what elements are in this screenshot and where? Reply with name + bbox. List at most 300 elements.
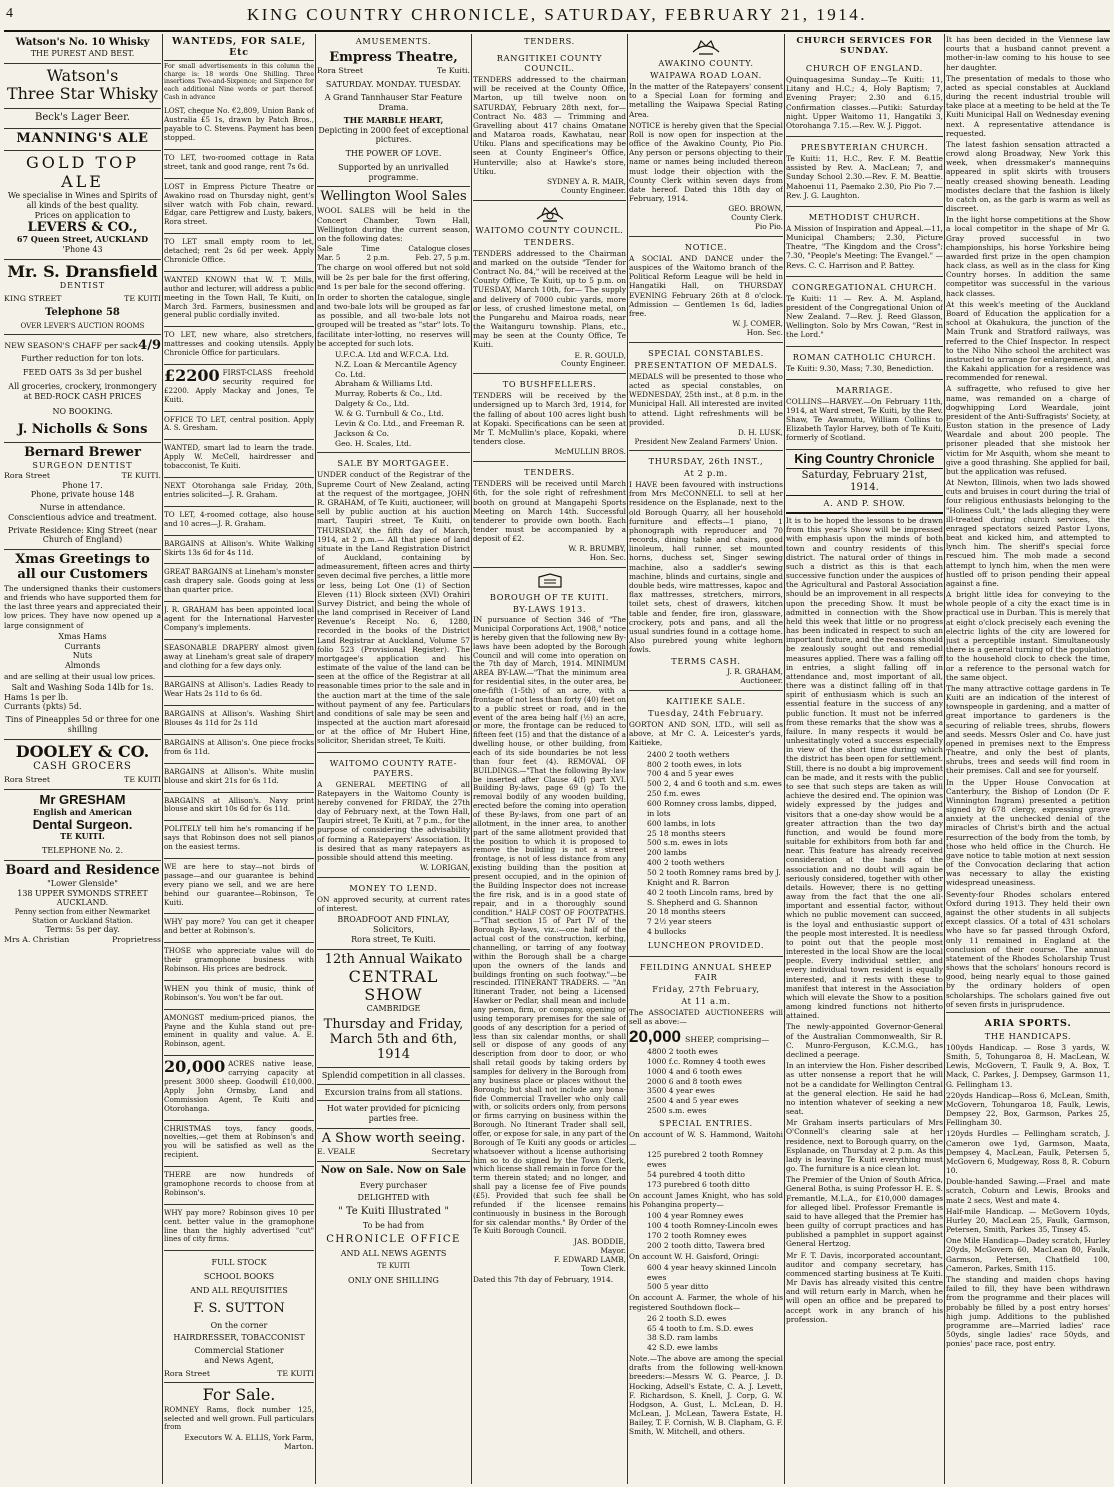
rangitikei-tender bbox=[473, 48, 626, 201]
advertiser-name: Bernard Brewer bbox=[24, 445, 141, 461]
stock-line: 500 s.m. ewes in lots bbox=[647, 838, 728, 848]
column-rule bbox=[627, 34, 628, 1484]
borough-bylaws-notice bbox=[473, 568, 626, 1290]
stock-list bbox=[629, 1047, 783, 1116]
advertiser-name: F. S. SUTTON bbox=[193, 1300, 285, 1316]
notice-signature-role: President New Zealand Farmers' Union. bbox=[634, 437, 778, 446]
church-name: ROMAN CATHOLIC CHURCH. bbox=[792, 351, 937, 362]
ad-text: CHRONICLE OFFICE bbox=[326, 1233, 461, 1245]
classified-text: GREAT BARGAINS at Lineham's monster cash drapery sale. Goods going at less than quarter price. bbox=[164, 567, 314, 595]
handicap-entry: Half-mile Handicap. — McGovern 10yds, Hurley 20, MacLean 25, Faulk, Garmson, Petersen, Smith, Parkes 35, Tinsey 45. bbox=[946, 1206, 1110, 1235]
borough-crest-icon bbox=[533, 572, 567, 590]
table-cell: Mar. 5 bbox=[317, 252, 341, 262]
stock-line: 250 f.m. ewes bbox=[647, 789, 701, 799]
stock-line: 200 2 tooth ditto, Tawera bred bbox=[647, 1240, 765, 1250]
classified-text: OFFICE TO LET, central position. Apply A. S. Gresham. bbox=[164, 414, 314, 433]
notice-signature-place: Pio Pio. bbox=[754, 221, 783, 231]
secretary-name: E. VEALE bbox=[317, 1146, 356, 1156]
notice-heading: SALE BY MORTGAGEE. bbox=[337, 458, 450, 469]
notice-text: Note.—The above are among the special drafts from the following well-known breeders:—Messrs W. G. Pearce, J. D. Hocking, Adsell's Estate, C. A. J. Levett, F. Richardson, S. Knell, J. Corp, G. W. Hodgson, A. Gust, L. McLean, D. H. McLean, J. McLean, Tawera Estate, H. Bailey, T. F. Cornish, W. B. Clapham, G. F. Smith, W. Mitchell, and others. bbox=[629, 1354, 783, 1437]
notice-signature-role: Town Clerk. bbox=[581, 1263, 626, 1273]
show-days: SATURDAY. MONDAY. TUESDAY. bbox=[325, 79, 462, 89]
ad-text: Depicting in 2000 feet of exceptional pictures. bbox=[318, 125, 469, 145]
classified-ad bbox=[164, 943, 314, 981]
ad-text: Penny section from either Newmarket Station or Auckland Station. bbox=[14, 908, 151, 925]
ad-role: DENTIST bbox=[59, 281, 106, 291]
notice-heading: BOROUGH OF TE KUITI. bbox=[489, 592, 610, 603]
notice-subheading: TENDERS. bbox=[524, 236, 575, 247]
notice-signature: GEO. BROWN, bbox=[728, 204, 783, 214]
classified-text: ROMNEY Rams, flock number 125, selected and well grown. Full particulars from bbox=[164, 1404, 314, 1432]
sheep-count: 20,000 bbox=[629, 1027, 681, 1047]
advertiser-name: DOOLEY & CO. bbox=[15, 741, 150, 761]
table-header: Sale bbox=[317, 244, 333, 254]
notice-heading: KAITIEKE SALE. bbox=[666, 696, 746, 707]
column-rule bbox=[162, 34, 163, 1484]
marriage-notice bbox=[786, 380, 943, 450]
town: TE KUITI. bbox=[60, 831, 105, 842]
classified-ad bbox=[164, 327, 314, 365]
nicholls-chaff-ad bbox=[4, 335, 161, 443]
firm-name: Dalgety & Co., Ltd. bbox=[335, 399, 410, 409]
section-heading: TENDERS. bbox=[524, 36, 575, 46]
advertiser-signature: Executors W. A. ELLIS, York Farm, Marton. bbox=[184, 1433, 314, 1452]
notice-text: A SOCIAL AND DANCE under the auspices of the Waitomo branch of the Political Reform League will be held in Hangatiki Hall, on THURSDAY EVENING February 26th at 8 o'clock. Admission — Gentlemen 1s 6d, ladies free. bbox=[629, 253, 783, 318]
news-paragraph: Seventy-four Rhodes scholars entered Oxford during 1913. They held their own against the other students in all subjects except classics. Of a total of 431 scholars who have so far passed through Oxford, only 11 remained in England at the conclusion of their course. The annual statement of the Rhodes Scholarship Trust shows that the scholars' honours record is good, being nearly equal to those gained by the ordinary holders of open scholarships. The scholars gained five out of seven firsts in jurisprudence. bbox=[946, 889, 1110, 1009]
stock-line: 700 4 and 5 year ewes bbox=[647, 769, 734, 779]
film-title: THE POWER OF LOVE. bbox=[345, 149, 442, 159]
kaitieke-sale-notice bbox=[629, 691, 783, 957]
ad-text: AND ALL NEWS AGENTS bbox=[340, 1248, 447, 1258]
notice-text: IN pursuance of Section 346 of "The Municipal Corporations Act, 1908," notice is hereby given that the following new By-laws have been adopted by the Borough Council and will come into operation on the 7th day of March, 1914. MINIMUM AREA BY-LAW.—"That the minimum area for residential sites, in the outer area, be one-fifth (1-5th) of an acre, with a frontage of not less than forty (40) feet on to a public street or road, and in the event of the area being half (½) an acre, or more, the frontage can be reduced to fifteen feet (15) and that the distance of a dwelling house, or other building, from each of its side boundaries be not less than four feet (4). REMOVAL OF BUILDINGS.—"That the following By-law be inserted after Clause 4(f) part XVI. Building By-laws, page 69 (g) To the removal bodily of any wooden building, erected before the coming into operation of these By-laws, from one part of an allotment, in the inner area, to another part of the same allotment provided that the position to which it is proposed to remove the building is not a street frontage, is not of less distance from any existing building than the position at present occupied, and in the opinion of the Building Inspector does not increase the fire risk, and is in a good state of repair, and in a thoroughly sound condition." HALF COST OF FOOTPATHS.—"That section 15 of Part IV of the Borough By-laws, viz.:—one half of the actual cost of the construction, kerbing, channelling, or tarring of any footway within the Borough shall be a charge upon the owners of the lands and buildings fronting on such footway."—be rescinded. ITINERANT TRADERS. — "An Itinerant Trader, not being a Licensed Hawker or Pedlar, shall mean and include any person, firm, or company, opening or using temporary premises for the sale of goods of any description for a period of less than six calendar months, or shall sell or dispose of any goods of any description from door to door, or who shall retail goods by taking orders by samples for delivery in the Borough from any business place or places without the Borough; but shall not include any bona-fide Commercial Traveller who only call with, or solicits orders only, from persons or firms carrying on business within the Borough. No Itinerant Trader shall sell, offer, or expose for sale, in any part of the Borough of Te Kuiti any goods or articles whatsoever without a license authorising him so to do signed by the Town Clerk, which license shall remain in force for the term therein stated; and no longer, and shall pay a license fee of Five pounds (£5). Provided that such fee shall be refunded if the licensee remains continuously in business in the Borough for six calendar months." By Order of the Te Kuiti Borough Council. bbox=[473, 615, 626, 1236]
notice-text: TENDERS addressed to the Chairman and marked on the outside "Tender for Contract No. 84," will be received at the County Office, Te Kuiti, up to 5 p.m. on TUESDAY, March 10th, for— The supply and delivery of 7000 cubic yards, more or less, of crushed limestone metal, on the Pungarehu and Mairoa roads, near the Waitanguru township. Plans, etc., may be seen at the County Office, Te Kuiti. bbox=[473, 248, 626, 350]
ad-text: NEW SEASON'S CHAFF bbox=[4, 341, 102, 351]
ad-headline: Three Star Whisky bbox=[6, 84, 159, 104]
ad-price: Terms: 5s per day. bbox=[45, 924, 120, 934]
te-kuiti-illustrated-ad bbox=[317, 1162, 470, 1290]
ad-text: Hot water provided for picnicing parties free. bbox=[317, 1100, 470, 1124]
stock-line: 800 2 tooth ewes, in lots bbox=[647, 759, 742, 769]
notice-signature-role: Mayor. bbox=[600, 1246, 626, 1256]
ad-headline: MANNING'S ALE bbox=[16, 130, 149, 146]
editorial-paragraph: It is to be hoped the lessons to be drawn from this year's Show will be impressed with emphasis upon the minds of both town and country residents of this district. The natural order of things in such a district as this is that each successive function under the auspices of the Agricultural and Pastoral Association should be an improvement in all respects upon the preceding Show. It must be admitted in connection with the Show held this week that little or no progress has been indicated in respect to such an important fixture, and the reasons should be zealously sought out and remedial measures applied. There was a falling off in entries, a slight falling off in attendance and, most important of all, there was a distinct falling off in that spirit of enthusiasm which is such an essential feature in the success of any public function. It must not be inferred from these remarks that the show was a failure. In many respects it would be unhesitatingly voted a success especially in view of the short time during which the district has been open for settlement. Still, there is no doubt a big improvement can be made, and it rests with the public to see that such steps are taken as will achieve the desired end. The opinion was widely expressed by the judges and visitors that a one-day show would be a greater attraction than the two day function, and would be found more suitable for exhibitors from both far and near. This feature has already received consideration at the hands of the association and no doubt will again be seriously considered, together with other details. However, there is no getting away from the fact that the one all-important and essential factor, without which no public movement can succeed, is the loyal and enthusiastic support of the people most interested. It is needless to point out that the people most interested in the local Show are the local people. Every individual settler, and every individual town resident is equally interested, and it rests with these to manifest that interest in the Association which will elevate the Show to a position among kindred functions not hitherto attained. bbox=[786, 516, 943, 1021]
notice-heading: WAITOMO COUNTY RATE-PAYERS. bbox=[329, 757, 458, 778]
notice-text: On account A. Farmer, the whole of his registered Southdown flock— bbox=[629, 1293, 783, 1312]
ad-text: WOOL SALES will be held in the Concert Chamber, Town Hall, Wellington during the current season, on the following dates: bbox=[317, 206, 470, 243]
ad-headline: For Sale. bbox=[202, 1385, 276, 1405]
becks-lager-ad bbox=[4, 109, 161, 129]
town: Te Kuiti. bbox=[437, 65, 470, 75]
ad-text: A Grand Tannhauser Star Feature Drama. bbox=[324, 93, 463, 113]
street: Rora Street bbox=[4, 470, 50, 480]
newspaper-title: KING COUNTRY CHRONICLE, SATURDAY, FEBRUARY 21, 1914. bbox=[247, 5, 867, 24]
coat-of-arms-icon bbox=[533, 205, 567, 223]
notice-text: TENDERS will be received by the undersigned up to March 3rd, 1914, for the falling of about 100 acres light bush at Kopaki. Specifications can be seen at Mr T. McMullin's place, Kopaki, where tenders close. bbox=[473, 391, 626, 447]
classified-ad bbox=[164, 677, 314, 706]
stock-line: 200 lambs bbox=[647, 848, 687, 858]
column-rule bbox=[784, 34, 785, 1484]
notice-heading: FEILDING ANNUAL SHEEP FAIR bbox=[639, 961, 773, 982]
mortgagee-sale bbox=[317, 453, 470, 752]
film-title: THE MARBLE HEART, bbox=[343, 114, 444, 125]
classified-text: BARGAINS at Allison's. Ladies Ready to Wear Hats 2s 11d to 6s 6d. bbox=[164, 680, 314, 699]
town: TE KUITI bbox=[124, 294, 161, 304]
table-header: Catalogue closes bbox=[408, 244, 470, 254]
classified-text: WHY pay more? You can get it cheaper and better at Robinson's. bbox=[164, 917, 314, 936]
notice-heading: WAITOMO COUNTY COUNCIL. bbox=[475, 224, 624, 235]
notice-heading: THURSDAY, 26th INST., bbox=[648, 456, 764, 467]
stock-line: 1000 f.c. Romney 4 tooth ewes bbox=[647, 1056, 766, 1066]
board-residence-ad bbox=[4, 861, 161, 948]
town: TE KUITI bbox=[124, 775, 161, 785]
advertiser-name: BROADFOOT AND FINLAY, bbox=[337, 915, 450, 925]
freehold-ad bbox=[164, 365, 314, 412]
editorial-date: Saturday, February 21st, 1914. bbox=[786, 468, 943, 496]
stock-line: 38 S.D. ram lambs bbox=[647, 1333, 718, 1343]
ad-text: Excursion trains from all stations. bbox=[317, 1084, 470, 1098]
notice-signature: E. R. GOULD, bbox=[574, 350, 626, 360]
classified-ad bbox=[164, 706, 314, 735]
notice-text: TENDERS addressed to the chairman will be received at the County Office, Marton, up till twelve noon on SATURDAY, February 28th next, for— Contract No. 483 — Trimming and Gravelling about 417 chains Omatane and Mataroa roads, Kawhatau, near Utiku. Plans and specifications may be seen at County Engineer's Office, Hunterville; also at Hawke's store, Utiku. bbox=[473, 75, 626, 176]
ad-text: Supported by an unrivalled programme. bbox=[338, 162, 449, 182]
stock-line: 4 bullocks bbox=[647, 927, 687, 937]
street: Rora Street bbox=[4, 775, 50, 785]
ad-price: Salt and Washing Soda 14lb for 1s. bbox=[11, 682, 154, 692]
classified-ad bbox=[164, 440, 314, 478]
classified-ad bbox=[164, 764, 314, 793]
stock-line: 4800 2 tooth ewes bbox=[647, 1047, 718, 1056]
handicap-entry: 220yds Handicap—Ross 6, McLean, Smith, McGovern, Tohungaroa 18, Faulk, Lewis, Dempsey 22, Box, Garmson, Parkes 25, Fellingham 30. bbox=[946, 1090, 1110, 1128]
handicap-entry: The standing and maiden chops having failed to fill, they have been withdrawn from the programme and their places will probably be filled by a post entry horses' high jump. Additions to the published programme are—Married ladies' race 50yds, single ladies' race 50yds, and ponies' pace race, post entry. bbox=[946, 1275, 1110, 1349]
news-paragraph: In the light horse competitions at the Show a local competitor in the shape of Mr G. Gray proved successful in two championships, his horse Yorkshire being awarded first prize in the open champion hack class, as well as in the class for King Country horses. In addition the same competitor was successful in the various hack classes. bbox=[946, 215, 1110, 298]
notice-text: On account of W. S. Hammond, Waitohi— bbox=[629, 1130, 783, 1149]
notice-text: I HAVE been favoured with instructions from Mrs McCONNELL to sell at her residence on the Esplanade, next to the old Borough Quarry, all her household furniture and effects—1 piano, 1 phonograph with reproducer and 70 records, dining table and chairs, good linoleum, hall runner, set mounted horns, duchess set, Singer sewing machine, also a saddler's sewing machine, blinds and curtains, single and double beds, wire mattresses, kapoc and flax mattresses, stretchers, mirrors, toilet sets, chest of drawers, kitchen table and fender, fire iron, glassware, crockery, pots and pans, and all the usual sundries found in a cottage home. Also purebred young white leghorn fowls. bbox=[629, 480, 783, 655]
ad-role: CASH GROCERS bbox=[33, 761, 132, 773]
notice-signature-role: Hon. Sec. bbox=[746, 327, 783, 337]
street: Rora Street bbox=[164, 1368, 210, 1378]
social-dance-notice bbox=[629, 237, 783, 343]
acres-ad bbox=[164, 1056, 314, 1120]
notice-subheading: WAIPAWA ROAD LOAN. bbox=[650, 70, 762, 80]
ad-role: Dental Surgeon. bbox=[32, 816, 133, 832]
notice-signature: D. H. LUSK, bbox=[737, 427, 783, 437]
stock-line: 65 4 tooth to f.m. S.D. ewes bbox=[647, 1323, 754, 1333]
ad-item: Xmas Hams bbox=[58, 631, 107, 641]
notice-date: Dated this 7th day of February, 1914. bbox=[473, 1274, 614, 1284]
ad-text: TE KUITI bbox=[376, 1261, 411, 1270]
stock-line: 26 2 tooth S.D. ewes bbox=[647, 1313, 727, 1323]
advertiser-phone: TELEPHONE No. 2. bbox=[41, 846, 124, 856]
notice-text: ON approved security, at current rates of interest. bbox=[317, 895, 470, 914]
ad-text: AND ALL REQUISITIES bbox=[190, 1285, 288, 1295]
address-row bbox=[317, 66, 470, 76]
firm-name: N.Z. Loan & Mercantile Agency Co. Ltd. bbox=[335, 359, 457, 379]
notice-signature-role: Auctioneer. bbox=[740, 676, 783, 686]
notice-subheading: BY-LAWS 1913. bbox=[512, 604, 587, 615]
table-cell: 2 p.m. bbox=[366, 252, 390, 262]
classified-text: THERE are now hundreds of gramophone records to choose from at Robinson's. bbox=[164, 1170, 314, 1197]
ad-role: and News Agent, bbox=[204, 1355, 274, 1365]
notice-text: MEDALS will be presented to those who acted as special constables, on WEDNESDAY, 25th inst., at 8 p.m. in the Municipal Hall. All interested are invited to attend. Light refreshments will be provided. bbox=[629, 371, 783, 427]
advertiser-address: 138 UPPER SYMONDS STREET AUCKLAND. bbox=[17, 888, 148, 908]
classified-list bbox=[164, 412, 314, 1057]
ad-text: The undersigned thanks their customers and friends who have supported them for the last three years and appreciated their low prices. They have now opened up a large consignment of bbox=[4, 583, 161, 630]
classified-text: LOST, cheque No. €2,809, Union Bank of Australia £5 1s, drawn by Patch Bros., payable to C. Stevens. Payment has been stopped. bbox=[164, 106, 314, 143]
advertiser-name: LEVERS & CO., bbox=[27, 219, 138, 235]
rates-note: For small advertisements in this column the charge is: 18 words One Shilling. Three insertions Two-and-Sixpence; and Sixpence for each additional Nine words or part thereof. Cash in advance bbox=[164, 63, 314, 101]
notice-signature: W. J. COMER, bbox=[732, 319, 783, 329]
notice-text: NOTICE is hereby given that the Special Roll is now open for inspection at the office of the Awakino County, Pio Pio. Any person or persons objecting to their name or names being included thereon must lodge their objection with the County Clerk within seven days from date hereof. Dated this 18th day of February, 1914. bbox=[629, 120, 783, 204]
firm-name: Levin & Co. Ltd., and Freeman R. Jackson & Co. bbox=[335, 418, 465, 438]
classified-ad bbox=[164, 412, 314, 441]
dooley-grocers-ad bbox=[4, 740, 161, 790]
notice-terms: TERMS CASH. bbox=[671, 656, 741, 667]
stock-line: 40 2 tooth Lincoln rams, bred by S. Shepherd and G. Shannon bbox=[647, 887, 774, 907]
classified-text: WANTED KNOWN that W. T. Mills, author and lecturer, will address a public meeting in the Town Hall, Te Kuiti, on March 3rd. Farmers, businessmen and general public cordially invited. bbox=[164, 274, 314, 320]
publication-title: " Te Kuiti Illustrated " bbox=[338, 1206, 449, 1218]
classified-text: WANTED, smart lad to learn the trade. Apply W. McCell, hairdresser and tobacconist, Te Kuiti. bbox=[164, 443, 314, 471]
freehold-amount: £2200 bbox=[164, 366, 220, 386]
column-2-wanteds bbox=[164, 34, 314, 1484]
stock-line: 400 2 tooth wethers bbox=[647, 858, 725, 868]
ad-text: In order to shorten the catalogue, single and two-bale lots will be grouped as far as possible, and all two-bale lots not grouped will be treated as "star" lots. To facilitate inter-lotting, no reserves will be accepted for such lots. bbox=[317, 292, 470, 348]
notice-text: COLLINS—HARVEY.—On February 11th, 1914, at Ward street, Te Kuiti, by the Rev. Shaw, Te Awamutu, William Collins to Elizabeth Taylor Harvey, both of Te Kuiti, formerly of Scotland. bbox=[786, 396, 943, 443]
classified-ad bbox=[164, 1205, 314, 1252]
classified-text: BARGAINS at Allison's. One piece frocks from 6s 11d. bbox=[164, 737, 314, 756]
stock-line: 54 purebred 4 tooth ditto bbox=[647, 1170, 745, 1180]
ad-headline: Watson's No. 10 Whisky bbox=[15, 37, 150, 48]
street: Rora Street bbox=[317, 65, 363, 75]
notice-subheading: PRESENTATION OF MEDALS. bbox=[634, 359, 778, 370]
stock-line: 500 5 year ditto bbox=[647, 1282, 709, 1292]
ad-text: On the corner bbox=[210, 1320, 268, 1330]
notice-text: GORTON AND SON, LTD., will sell as above, at Mr C. A. Leicester's yards, Kaitieke, bbox=[629, 720, 783, 748]
classified-ad bbox=[164, 272, 314, 327]
classified-ad bbox=[164, 234, 314, 272]
table-cell: Feb. 27, 5 p.m. bbox=[415, 252, 470, 262]
stock-line: 1000 4 and 6 tooth ewes bbox=[647, 1066, 742, 1076]
classified-text: BARGAINS at Allison's. White muslin blouse and skirt 21s for 6s 11d. bbox=[164, 766, 314, 785]
show-dates: March 5th and 6th, 1914 bbox=[329, 1032, 458, 1062]
church-of-england bbox=[786, 58, 943, 137]
ad-text: OVER LEVER'S AUCTION ROOMS bbox=[20, 321, 145, 330]
notice-signature: JAS. BODDIE, bbox=[574, 1237, 626, 1247]
notice-heading: MARRIAGE. bbox=[835, 384, 894, 395]
xmas-greetings-ad bbox=[4, 550, 161, 740]
address-row bbox=[164, 1369, 314, 1379]
advertiser-phone: Phone, private house 148 bbox=[30, 490, 135, 500]
stock-list bbox=[629, 1150, 783, 1189]
ad-text: per sack bbox=[104, 341, 138, 351]
refreshment-booth-tender bbox=[473, 462, 626, 568]
classified-text: J. R. GRAHAM has been appointed local agent for the International Harvester Company's implements. bbox=[164, 605, 314, 632]
classified-ad bbox=[164, 735, 314, 764]
classified-ad bbox=[164, 1121, 314, 1168]
notice-text: UNDER conduct of the Registrar of the Supreme Court of New Zealand, acting at the request of the mortgagee, JOHN R. GRAHAM, of Te Kuiti, auctioneer, will sell by public auction at his auction mart, Taupiri street, Te Kuiti, on THURSDAY, the fifth day of March, 1914, at 2 p.m.— All that piece of land situate in the Land Registration District of Auckland, containing by admeasurement, fifteen acres and thirty seven decimal five perches, a little more or less, being Lot One (1) of Section Eleven (11) Block sixteen (XVI) Orahiri Survey District, and being the whole of the land comprised in Receiver of Land Revenue's Receipt No. 6, 1280, recorded in the books of the District Land Registrar at Auckland, Volume 57 folio 523 (Provisional Register). The mortgagee's application and his estimate of the value of the land can be seen at the office of the Registrar at all reasonable times prior to the sale and in the auction mart at the time of the sale without payment of any fee. Particulars and conditions of sale may be seen and inspected at the auction mart aforesaid or at the office of Mr Hubert Hine, solicitor, Sheridan street, Te Kuiti. bbox=[317, 470, 470, 746]
ad-text: All groceries, crockery, ironmongery at BED-ROCK CASH PRICES bbox=[8, 381, 157, 401]
notice-signature: W. R. BRUMBY, bbox=[568, 544, 626, 554]
notice-heading: RANGITIKEI COUNTY COUNCIL. bbox=[496, 53, 603, 73]
notice-text: TENDERS will be received until March 6th, for the sole right of refreshment booth on ground at Mangapehi Sports Meeting on March 14th. Successful tenderer to provide own booth. Each tender must be accompanied by a deposit of £2. bbox=[473, 479, 626, 544]
classified-ad bbox=[164, 1010, 314, 1057]
notice-heading: NOTICE. bbox=[684, 241, 728, 252]
handicap-entry: One Mile Handicap—Dadey scratch, Hurley 20yds, McGovern 60, MacLean 80, Faulk, Garmson, Petersen, Chatfield 100, Cameron, Parkes, Smith 115. bbox=[946, 1236, 1110, 1273]
classified-ad bbox=[164, 103, 314, 150]
acres-number: 20,000 bbox=[164, 1057, 226, 1077]
notice-text: A GENERAL MEETING of all Ratepayers in the Waitomo County is hereby convened for FRIDAY, the 27th day of February next, at the Town Hall, Taupiri street, Te Kuiti, at 7 p.m., for the purpose of considering the advisability of forming a Ratepayers' Association. It is desired that as many ratepayers as possible should attend this meeting. bbox=[317, 779, 470, 862]
handicap-list bbox=[946, 1043, 1110, 1349]
ad-price: Tins of Pineapples 5d or three for one shilling bbox=[5, 715, 160, 734]
town: TE KUITI bbox=[277, 1368, 314, 1378]
notice-signature-role: County Engineer. bbox=[561, 185, 626, 195]
sports-subheading: THE HANDICAPS. bbox=[984, 1030, 1072, 1041]
secretary-row bbox=[317, 1147, 470, 1157]
ad-headline: A Show worth seeing. bbox=[317, 1128, 470, 1147]
stock-line: 7 2½ year steers bbox=[647, 917, 712, 927]
watson-three-star-ad bbox=[4, 64, 161, 109]
ad-headline: Board and Residence bbox=[5, 862, 160, 878]
ad-price: Hams 1s per lb. bbox=[4, 692, 69, 702]
classified-ad bbox=[164, 914, 314, 943]
ad-headline: 12th Annual Waikato bbox=[324, 951, 463, 967]
classified-list bbox=[164, 1121, 314, 1252]
ad-text: SCHOOL BOOKS bbox=[203, 1272, 275, 1282]
classified-ad bbox=[164, 793, 314, 822]
waitomo-tender bbox=[473, 201, 626, 375]
advertiser-name: J. Nicholls & Sons bbox=[17, 422, 148, 438]
column-5-notices-sales bbox=[629, 34, 783, 1484]
news-paragraph: At Newton, Illinois, when two lads showed cuts and bruises in court during the trial of four religious enthusiasts belonging to the "Holiness Cult," the lads alleging they were ill-treated during church services, the enraged spectators seized Pastor Lyons, beat and kicked him, and attempted to lynch him. The sheriff's special force rescued him. The mob made a second attempt to lynch him, when the men were hustled off to prison pending their appeal against a fine. bbox=[946, 478, 1110, 588]
editorial-paragraph: The Premier of the Union of South Africa, General Botha, is suing Professor H. E. S. Fremantle, M.L.A., for £10,000 damages for alleged libel. Professor Fremantle is said to have alleged that the Premier has been guilty of corrupt practices and has published a pamphlet in support against General Hertzog. bbox=[786, 1175, 943, 1249]
column-rule bbox=[315, 34, 316, 1484]
ad-tagline: THE PUREST AND BEST. bbox=[30, 49, 135, 58]
sutton-ad bbox=[164, 1251, 314, 1383]
editorial-body bbox=[786, 516, 943, 1324]
show-days: Thursday and Friday, bbox=[323, 1017, 464, 1033]
stock-line: 2400 2 tooth wethers bbox=[647, 749, 730, 759]
classified-text: TO LET, two-roomed cottage in Rata street, tank and good range, rent 7s 6d. bbox=[164, 153, 314, 171]
news-paragraph: The presentation of medals to those who acted as special constables at Auckland during the recent industrial trouble will take place at a meeting to be held at the Te Kuiti Municipal Hall on Wednesday evening next. A representative attendance is requested. bbox=[946, 73, 1110, 138]
advertiser-address: 67 Queen Street, AUCKLAND bbox=[16, 234, 149, 245]
chaff-row bbox=[4, 338, 161, 354]
church-name: PRESBYTERIAN CHURCH. bbox=[800, 142, 929, 153]
classified-text: SEASONABLE DRAPERY almost given away at Lineham's great sale of drapery and clothing for a few days only. bbox=[164, 642, 314, 670]
presbyterian-church bbox=[786, 137, 943, 207]
newspaper-name: King Country Chronicle bbox=[794, 451, 935, 466]
stock-line: 100 4 tooth Romney-Lincoln ewes bbox=[647, 1221, 778, 1230]
classified-text: WHEN you think of music, think of Robinson's. You won't be far out. bbox=[164, 983, 314, 1002]
column-4-tenders bbox=[473, 34, 626, 1484]
notice-heading: TO BUSHFELLERS. bbox=[502, 379, 597, 390]
masthead bbox=[0, 0, 1114, 30]
news-paragraph: At this week's meeting of the Auckland Board of Education the application for a school at Okahukura, the junction of the Main Trunk and Stratford railways, was referred to the Chief Inspector. In respect to the Niho Niho school the architect was instructed to arrange for enlargement, and the Kakahi application for a residence was recommended for renewal. bbox=[946, 299, 1110, 383]
notice-text: The ASSOCIATED AUCTIONEERS will sell as above:— bbox=[629, 1007, 783, 1027]
column-rule bbox=[944, 34, 945, 1484]
notice-signature: McMULLIN BROS. bbox=[554, 447, 626, 457]
service-times: A Mission of Inspiration and Appeal.—11, Municipal Chambers; 2.30, Picture Theatre, "The Kingdom and the Cross"; 7.30, "People's Meeting: The Evangel." — Revs. C. C. Harrison and P. Battey. bbox=[786, 223, 943, 270]
advertiser-phone: Telephone 58 bbox=[45, 306, 120, 318]
news-paragraph: A bright little idea for conveying to the whole people of a city the exact time is in practical use in Durban. This is merely that at eight o'clock precisely each evening the electric lights of the city are lowered for just a perceptible instant. Simultaneously there is a general turning of the population to the household clock to check the time, or a reference to the personal watch for the same object. bbox=[946, 590, 1110, 682]
empress-theatre-ad bbox=[317, 48, 470, 187]
section-heading: CHURCH SERVICES FOR SUNDAY. bbox=[796, 36, 933, 56]
handicap-entry: 100yds Handicap. — Rose 3 yards, W. Smith, 5, Tohungaroa 8, H. MacLean, W. Lewis, McGovern, T. Faulk 9, A. Box, T. Mack, C. Parkes, J. Dempsey, Garmson 11, G. Fellingham 13. bbox=[946, 1042, 1110, 1089]
ad-role: Commercial Stationer bbox=[194, 1346, 284, 1356]
news-paragraph: The many attractive cottage gardens in Te Kuiti are an indication of the interest of townspeople in gardening, and a matter of great importance to gardeners is the securing of reliable trees, shrubs, flowers and seeds. Messrs Osler and Co. have just opened in premises next to the Empress Theatre, and only the best of plants, shrubs, trees and seeds will find room in their premises. Call and see for yourself. bbox=[946, 683, 1110, 776]
coat-of-arms-icon bbox=[689, 38, 723, 56]
ad-text: English and American bbox=[33, 806, 132, 817]
classified-text: TO LET small empty room to let, detached; rent 2s 6d per week. Apply Chronicle Office. bbox=[164, 237, 314, 265]
ad-text: NO BOOKING. bbox=[52, 407, 113, 417]
notice-text: On account James Knight, who has sold his Pohangina property— bbox=[629, 1190, 783, 1209]
chaff-price: 4/9 bbox=[138, 338, 161, 354]
table-header: Time bbox=[361, 244, 380, 254]
notice-text: On account W. H. Gaisford, Oringi: bbox=[629, 1251, 760, 1261]
church-name: CHURCH OF ENGLAND. bbox=[805, 63, 924, 73]
classified-text: AMONGST medium-priced pianos, the Payne and the Kuhla stand out pre-eminent in quality and value. A. E. Robinson, agent. bbox=[164, 1012, 314, 1049]
awakino-loan-notice bbox=[629, 34, 783, 237]
catholic-church bbox=[786, 347, 943, 380]
notice-subheading: Friday, 27th February, bbox=[652, 983, 760, 994]
classified-ad bbox=[164, 821, 314, 859]
ad-text: Nurse in attendance. bbox=[39, 503, 126, 513]
notice-text: In the matter of the Ratepayers' consent to a Special Loan for forming and metalling the Waipawa Special Rating Area. bbox=[629, 82, 783, 119]
news-paragraph: The latest fashion sensation attracted a crowd along Broadway, New York this week, when dressmaker's mannequins appeared in split skirts with trousers neatly creased showing beneath. Leading modistes declare that the fashion is likely to catch on, as the garb is warm as well as discreet. bbox=[946, 139, 1110, 214]
stock-line: 2500 s.m. ewes bbox=[647, 1106, 707, 1116]
stock-line: 170 2 tooth Romney ewes bbox=[647, 1230, 747, 1240]
column-1-advertisements bbox=[4, 34, 161, 1484]
handicap-entry: Double-handed Sawing.—Frael and mate scratch, Coburn and Lewis, Brooks and mate 2 secs, West and mate 4. bbox=[946, 1177, 1110, 1205]
ad-headline: Wellington Wool Sales bbox=[320, 189, 467, 205]
bushfellers-tender bbox=[473, 374, 626, 462]
classified-ad bbox=[164, 536, 314, 565]
congregational-church bbox=[786, 277, 943, 347]
advertiser-phone: 'Phone 43 bbox=[62, 245, 103, 255]
stock-line: 125 purebred 2 tooth Romney ewes bbox=[647, 1150, 764, 1170]
notice-subheading: At 11 a.m. bbox=[681, 995, 731, 1006]
firm-name: U.F.C.A. Ltd and W.F.C.A. Ltd. bbox=[335, 349, 449, 359]
editorial-masthead bbox=[786, 450, 943, 514]
stock-line: 25 18 months steers bbox=[647, 828, 726, 838]
classified-text: THOSE who appreciate value will do their gramophone business with Robinson. His prices are bedrock. bbox=[164, 946, 314, 973]
stock-line: 20 18 months steers bbox=[647, 907, 726, 917]
ad-item: Currants bbox=[64, 641, 101, 651]
news-paragraphs bbox=[946, 35, 1110, 1009]
feilding-sheep-fair-notice bbox=[629, 957, 783, 1443]
address-row bbox=[4, 775, 161, 785]
ad-text: Conscientious advice and treatment. bbox=[8, 512, 157, 522]
town: TE KUITI. bbox=[121, 470, 161, 480]
service-times: Te Kuiti: 9.30, Mass; 7.30, Benediction. bbox=[786, 363, 934, 373]
address-row bbox=[4, 471, 161, 481]
classified-ad bbox=[164, 1167, 314, 1205]
stock-list bbox=[629, 1211, 783, 1250]
stock-line: 100 4 year Romney ewes bbox=[647, 1211, 744, 1221]
classified-text: LOST in Empress Picture Theatre or Awakino road on Thursday night, gent's silver watch with Fob chain, reward. Edgar, care Pettigrew and Lusty, bakers, Rora street. bbox=[164, 181, 314, 227]
service-times: Te Kuiti: 11, H.C., Rev. F. M. Beattie assisted by Rev. A. MacLean; 7, and Sunday School 2.30.—Rev. F. M. Beattie. Mahoenui 11, Paemako 2.30, Pio Pio 7.—Rev. J. G. Laughton. bbox=[786, 154, 943, 200]
notice-subheading: At 2 p.m. bbox=[684, 468, 728, 479]
ad-headline: CENTRAL SHOW bbox=[348, 966, 439, 1004]
ad-text: and are selling at their usual low prices. bbox=[4, 671, 156, 681]
mannings-ale-ad bbox=[4, 129, 161, 152]
stock-list bbox=[629, 750, 783, 937]
stock-line: 2000 6 and 8 tooth ewes bbox=[647, 1076, 742, 1086]
editorial-paragraph: In an interview the Hon. Fisher described as utter nonsense a report that he will not be a candidate for Wellington Central at the general election. He said he had no intention whatever of seeking a new seat. bbox=[786, 1061, 943, 1117]
brewer-dentist-ad bbox=[4, 443, 161, 550]
ad-role: HAIRDRESSER, TOBACCONIST bbox=[173, 1333, 305, 1343]
classified-text: BARGAINS at Allison's. Navy print blouse and skirt 10s 6d for 6s 11d. bbox=[164, 795, 314, 814]
church-name: METHODIST CHURCH. bbox=[808, 211, 921, 222]
notice-heading: TENDERS. bbox=[524, 467, 575, 478]
